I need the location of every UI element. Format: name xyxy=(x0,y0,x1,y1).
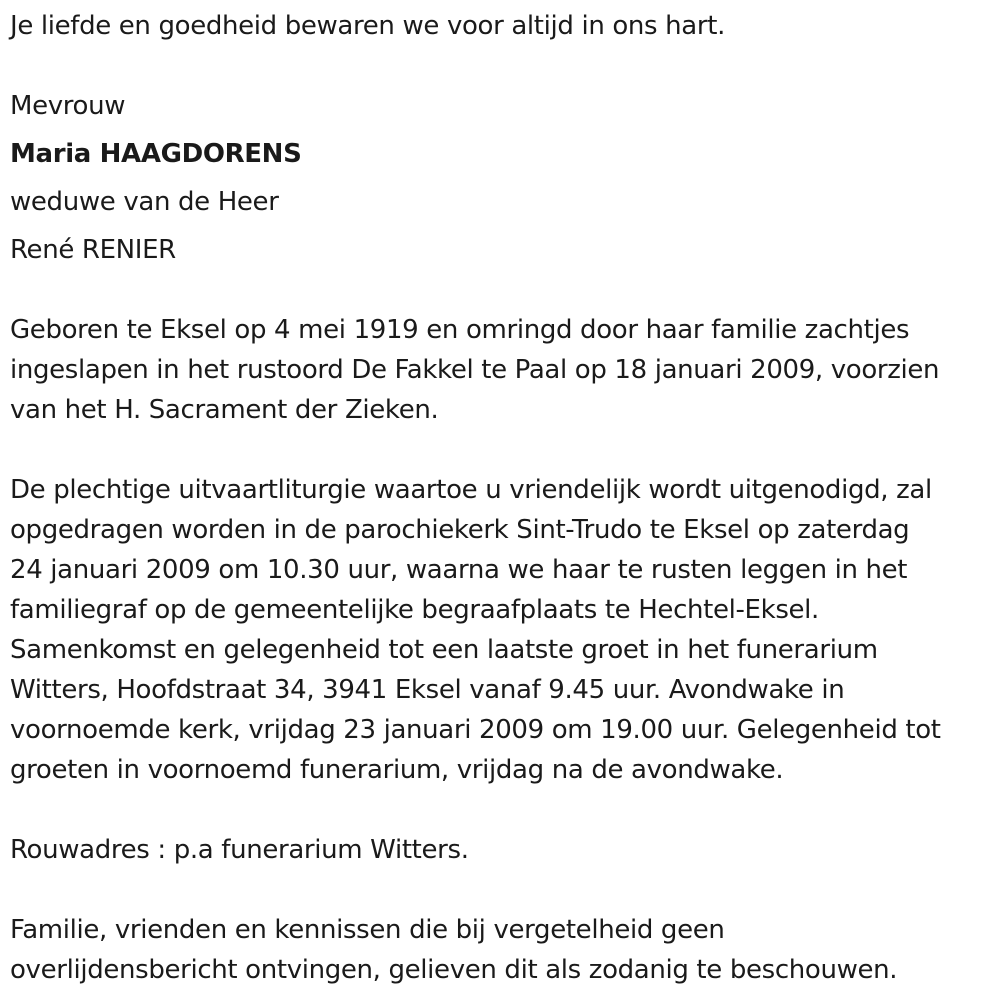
paragraph-line: overlijdensbericht ontvingen, gelieven dit als zodanig te beschouwen. xyxy=(10,955,898,985)
paragraph-line: van het H. Sacrament der Zieken. xyxy=(10,395,439,425)
birth-death-paragraph xyxy=(10,310,995,430)
spouse-name: René RENIER xyxy=(10,235,176,265)
paragraph-line: Samenkomst en gelegenheid tot een laatste groet in het funerarium xyxy=(10,635,878,665)
paragraph-line: 24 januari 2009 om 10.30 uur, waarna we haar te rusten leggen in het xyxy=(10,555,908,585)
deceased-name: Maria HAAGDORENS xyxy=(10,139,302,169)
paragraph-line: De plechtige uitvaartliturgie waartoe u vriendelijk wordt uitgenodigd, zal xyxy=(10,475,932,505)
paragraph-line: Familie, vrienden en kennissen die bij vergetelheid geen xyxy=(10,915,725,945)
widow-of-label: weduwe van de Heer xyxy=(10,187,279,217)
paragraph-line: Rouwadres : p.a funerarium Witters. xyxy=(10,835,469,865)
funeral-paragraph xyxy=(10,470,995,790)
paragraph-line: opgedragen worden in de parochiekerk Sint-Trudo te Eksel op zaterdag xyxy=(10,515,910,545)
paragraph-line: ingeslapen in het rustoord De Fakkel te Paal op 18 januari 2009, voorzien xyxy=(10,355,940,385)
honorific: Mevrouw xyxy=(10,91,126,121)
mourning-address xyxy=(10,830,995,870)
intro-quote: Je liefde en goedheid bewaren we voor altijd in ons hart. xyxy=(10,11,725,41)
family-note-paragraph xyxy=(10,910,995,990)
paragraph-line: familiegraf op de gemeentelijke begraafplaats te Hechtel-Eksel. xyxy=(10,595,819,625)
paragraph-line: groeten in voornoemd funerarium, vrijdag na de avondwake. xyxy=(10,755,784,785)
paragraph-line: Witters, Hoofdstraat 34, 3941 Eksel vanaf 9.45 uur. Avondwake in xyxy=(10,675,845,705)
paragraph-line: voornoemde kerk, vrijdag 23 januari 2009 om 19.00 uur. Gelegenheid tot xyxy=(10,715,941,745)
paragraph-line: Geboren te Eksel op 4 mei 1919 en omringd door haar familie zachtjes xyxy=(10,315,910,345)
